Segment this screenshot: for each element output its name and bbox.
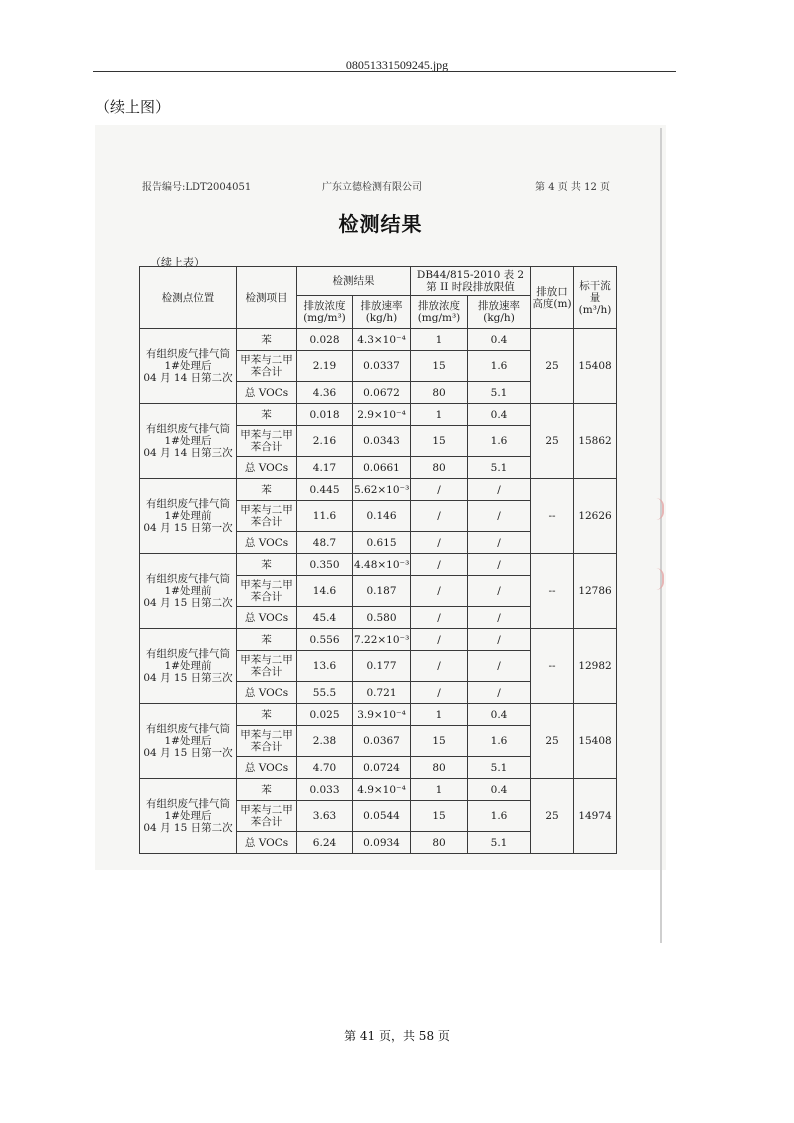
location-line: 有组织废气排气筒 xyxy=(146,348,230,360)
location-line: 有组织废气排气筒 xyxy=(146,723,230,735)
item-cell: 苯 xyxy=(237,629,297,651)
limit-rate-cell: 5.1 xyxy=(468,832,531,854)
rate-cell: 5.62×10⁻³ xyxy=(353,479,411,501)
concentration-cell: 0.018 xyxy=(297,404,353,426)
outlet-height-cell: 25 xyxy=(531,704,574,779)
location-line: 有组织废气排气筒 xyxy=(146,498,230,510)
item-cell: 甲苯与二甲苯合计 xyxy=(237,426,297,457)
header-rule xyxy=(93,71,676,72)
rate-cell: 4.9×10⁻⁴ xyxy=(353,779,411,801)
location-cell xyxy=(140,629,237,704)
limit-concentration-cell: 15 xyxy=(411,351,468,382)
limit-rate-cell: / xyxy=(468,554,531,576)
continuation-caption: （续上图） xyxy=(95,98,171,116)
limit-rate-cell: / xyxy=(468,629,531,651)
item-cell: 甲苯与二甲苯合计 xyxy=(237,501,297,532)
location-line: 1#处理后 xyxy=(164,435,212,447)
item-cell: 甲苯与二甲苯合计 xyxy=(237,576,297,607)
concentration-cell: 0.028 xyxy=(297,329,353,351)
location-line: 1#处理后 xyxy=(164,810,212,822)
report-page-info: 第 4 页 共 12 页 xyxy=(535,182,610,193)
limit-concentration-cell: / xyxy=(411,501,468,532)
stamp-fragment xyxy=(652,498,664,520)
item-cell: 苯 xyxy=(237,554,297,576)
header-location: 检测点位置 xyxy=(140,267,237,329)
rate-cell: 0.0343 xyxy=(353,426,411,457)
header-limit-group xyxy=(411,267,531,296)
limit-concentration-cell: 1 xyxy=(411,779,468,801)
limit-rate-cell: / xyxy=(468,576,531,607)
concentration-cell: 3.63 xyxy=(297,801,353,832)
limit-rate-cell: / xyxy=(468,682,531,704)
flow-cell: 12786 xyxy=(574,554,617,629)
item-cell: 苯 xyxy=(237,404,297,426)
item-cell: 总 VOCs xyxy=(237,382,297,404)
limit-rate-cell: 5.1 xyxy=(468,757,531,779)
item-cell: 甲苯与二甲苯合计 xyxy=(237,726,297,757)
rate-cell: 0.0724 xyxy=(353,757,411,779)
limit-rate-cell: 5.1 xyxy=(468,382,531,404)
concentration-cell: 13.6 xyxy=(297,651,353,682)
rate-cell: 0.580 xyxy=(353,607,411,629)
table-row xyxy=(140,554,617,576)
concentration-cell: 14.6 xyxy=(297,576,353,607)
table-caption: （续上表） xyxy=(150,256,205,269)
report-number: 报告编号:LDT2004051 xyxy=(142,182,252,193)
rate-cell: 0.177 xyxy=(353,651,411,682)
rate-cell: 0.0367 xyxy=(353,726,411,757)
limit-rate-cell: / xyxy=(468,651,531,682)
outlet-height-cell: -- xyxy=(531,554,574,629)
flow-cell: 15408 xyxy=(574,329,617,404)
item-cell: 总 VOCs xyxy=(237,457,297,479)
header-flow: 标干流量(m³/h) xyxy=(574,267,617,329)
location-cell xyxy=(140,779,237,854)
header-rate: 排放速率(kg/h) xyxy=(353,296,411,329)
outlet-height-cell: -- xyxy=(531,629,574,704)
rate-cell: 0.721 xyxy=(353,682,411,704)
location-line: 04 月 14 日第三次 xyxy=(143,447,233,459)
outlet-height-cell: 25 xyxy=(531,329,574,404)
item-cell: 总 VOCs xyxy=(237,757,297,779)
rate-cell: 2.9×10⁻⁴ xyxy=(353,404,411,426)
limit-rate-cell: 0.4 xyxy=(468,779,531,801)
concentration-cell: 2.19 xyxy=(297,351,353,382)
table-row xyxy=(140,704,617,726)
header-outlet-height: 排放口高度(m) xyxy=(531,267,574,329)
header-limit-rate: 排放速率(kg/h) xyxy=(468,296,531,329)
limit-concentration-cell: 80 xyxy=(411,832,468,854)
limit-rate-cell: 0.4 xyxy=(468,404,531,426)
location-line: 1#处理后 xyxy=(164,360,212,372)
limit-concentration-cell: / xyxy=(411,607,468,629)
limit-rate-cell: 1.6 xyxy=(468,426,531,457)
location-line: 04 月 14 日第二次 xyxy=(143,372,233,384)
limit-rate-cell: / xyxy=(468,532,531,554)
item-cell: 总 VOCs xyxy=(237,682,297,704)
concentration-cell: 48.7 xyxy=(297,532,353,554)
item-cell: 苯 xyxy=(237,329,297,351)
item-cell: 甲苯与二甲苯合计 xyxy=(237,651,297,682)
limit-rate-cell: / xyxy=(468,479,531,501)
limit-rate-cell: 0.4 xyxy=(468,329,531,351)
limit-concentration-cell: / xyxy=(411,682,468,704)
limit-rate-cell: 1.6 xyxy=(468,801,531,832)
concentration-cell: 0.350 xyxy=(297,554,353,576)
concentration-cell: 0.033 xyxy=(297,779,353,801)
rate-cell: 0.0672 xyxy=(353,382,411,404)
rate-cell: 0.0544 xyxy=(353,801,411,832)
location-line: 1#处理前 xyxy=(164,510,212,522)
concentration-cell: 11.6 xyxy=(297,501,353,532)
location-line: 04 月 15 日第二次 xyxy=(143,597,233,609)
rate-cell: 7.22×10⁻³ xyxy=(353,629,411,651)
location-cell xyxy=(140,404,237,479)
rate-cell: 4.3×10⁻⁴ xyxy=(353,329,411,351)
location-cell xyxy=(140,554,237,629)
stamp-fragment xyxy=(652,568,664,590)
item-cell: 总 VOCs xyxy=(237,832,297,854)
concentration-cell: 4.70 xyxy=(297,757,353,779)
header-limit-concentration: 排放浓度(mg/m³) xyxy=(411,296,468,329)
item-cell: 苯 xyxy=(237,704,297,726)
rate-cell: 0.0934 xyxy=(353,832,411,854)
header-item: 检测项目 xyxy=(237,267,297,329)
location-line: 有组织废气排气筒 xyxy=(146,573,230,585)
location-line: 04 月 15 日第一次 xyxy=(143,747,233,759)
limit-concentration-cell: / xyxy=(411,576,468,607)
concentration-cell: 0.445 xyxy=(297,479,353,501)
location-line: 有组织废气排气筒 xyxy=(146,648,230,660)
flow-cell: 15408 xyxy=(574,704,617,779)
limit-concentration-cell: 15 xyxy=(411,426,468,457)
item-cell: 总 VOCs xyxy=(237,532,297,554)
location-line: 有组织废气排气筒 xyxy=(146,423,230,435)
concentration-cell: 4.36 xyxy=(297,382,353,404)
location-line: 04 月 15 日第一次 xyxy=(143,522,233,534)
table-row xyxy=(140,479,617,501)
item-cell: 总 VOCs xyxy=(237,607,297,629)
header-limit-line1: DB44/815-2010 表 2 xyxy=(416,269,525,281)
scan-edge xyxy=(660,128,662,943)
outlet-height-cell: 25 xyxy=(531,779,574,854)
concentration-cell: 0.556 xyxy=(297,629,353,651)
limit-rate-cell: 1.6 xyxy=(468,351,531,382)
item-cell: 苯 xyxy=(237,779,297,801)
rate-cell: 0.0337 xyxy=(353,351,411,382)
results-table xyxy=(139,266,617,854)
flow-cell: 15862 xyxy=(574,404,617,479)
limit-concentration-cell: 80 xyxy=(411,382,468,404)
location-line: 有组织废气排气筒 xyxy=(146,798,230,810)
limit-concentration-cell: 1 xyxy=(411,404,468,426)
table-row xyxy=(140,629,617,651)
limit-concentration-cell: 80 xyxy=(411,757,468,779)
rate-cell: 0.615 xyxy=(353,532,411,554)
concentration-cell: 2.38 xyxy=(297,726,353,757)
location-line: 1#处理前 xyxy=(164,660,212,672)
concentration-cell: 0.025 xyxy=(297,704,353,726)
rate-cell: 0.0661 xyxy=(353,457,411,479)
header-concentration: 排放浓度(mg/m³) xyxy=(297,296,353,329)
flow-cell: 12626 xyxy=(574,479,617,554)
company-name: 广东立德检测有限公司 xyxy=(322,182,422,193)
limit-concentration-cell: 1 xyxy=(411,329,468,351)
outlet-height-cell: 25 xyxy=(531,404,574,479)
limit-rate-cell: 0.4 xyxy=(468,704,531,726)
limit-concentration-cell: 1 xyxy=(411,704,468,726)
table-row xyxy=(140,779,617,801)
limit-rate-cell: / xyxy=(468,501,531,532)
report-title: 检测结果 xyxy=(338,212,423,236)
table-row xyxy=(140,404,617,426)
limit-rate-cell: 5.1 xyxy=(468,457,531,479)
report-header xyxy=(142,178,610,192)
header-limit-line2: 第 II 时段排放限值 xyxy=(426,281,515,293)
table-row xyxy=(140,329,617,351)
location-line: 04 月 15 日第三次 xyxy=(143,672,233,684)
concentration-cell: 45.4 xyxy=(297,607,353,629)
limit-concentration-cell: 80 xyxy=(411,457,468,479)
limit-concentration-cell: / xyxy=(411,651,468,682)
rate-cell: 4.48×10⁻³ xyxy=(353,554,411,576)
limit-rate-cell: 1.6 xyxy=(468,726,531,757)
limit-concentration-cell: 15 xyxy=(411,726,468,757)
file-title: 08051331509245.jpg xyxy=(345,58,449,72)
flow-cell: 12982 xyxy=(574,629,617,704)
location-line: 04 月 15 日第二次 xyxy=(143,822,233,834)
location-line: 1#处理后 xyxy=(164,735,212,747)
concentration-cell: 55.5 xyxy=(297,682,353,704)
item-cell: 苯 xyxy=(237,479,297,501)
location-line: 1#处理前 xyxy=(164,585,212,597)
outlet-height-cell: -- xyxy=(531,479,574,554)
item-cell: 甲苯与二甲苯合计 xyxy=(237,801,297,832)
rate-cell: 0.187 xyxy=(353,576,411,607)
flow-cell: 14974 xyxy=(574,779,617,854)
location-cell xyxy=(140,704,237,779)
location-cell xyxy=(140,479,237,554)
rate-cell: 3.9×10⁻⁴ xyxy=(353,704,411,726)
limit-concentration-cell: / xyxy=(411,629,468,651)
limit-concentration-cell: / xyxy=(411,532,468,554)
location-cell xyxy=(140,329,237,404)
concentration-cell: 2.16 xyxy=(297,426,353,457)
item-cell: 甲苯与二甲苯合计 xyxy=(237,351,297,382)
header-results-group: 检测结果 xyxy=(297,267,411,296)
limit-rate-cell: / xyxy=(468,607,531,629)
concentration-cell: 4.17 xyxy=(297,457,353,479)
limit-concentration-cell: / xyxy=(411,479,468,501)
rate-cell: 0.146 xyxy=(353,501,411,532)
page-footer: 第 41 页，共 58 页 xyxy=(344,1029,450,1043)
limit-concentration-cell: 15 xyxy=(411,801,468,832)
limit-concentration-cell: / xyxy=(411,554,468,576)
concentration-cell: 6.24 xyxy=(297,832,353,854)
